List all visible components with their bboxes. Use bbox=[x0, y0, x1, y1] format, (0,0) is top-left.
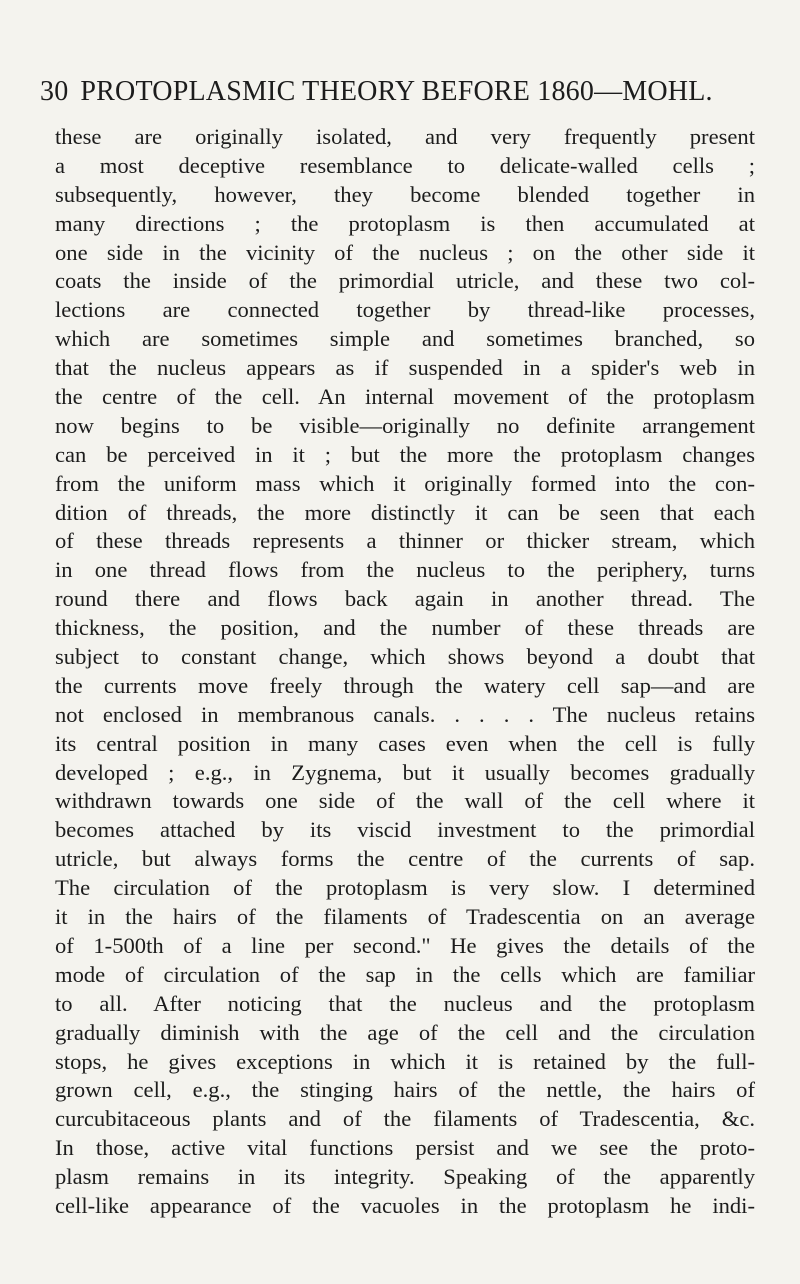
text-line: one side in the vicinity of the nucleus ; on the other side it bbox=[55, 239, 755, 265]
text-line: subsequently, however, they become blended together in bbox=[55, 181, 755, 207]
text-line: now begins to be visible—originally no definite arrangement bbox=[55, 412, 755, 438]
running-title: PROTOPLASMIC THEORY BEFORE 1860—MOHL. bbox=[80, 76, 713, 107]
text-line: in one thread flows from the nucleus to the periphery, turns bbox=[55, 557, 755, 583]
text-line: subject to constant change, which shows beyond a doubt that bbox=[55, 644, 755, 670]
text-line: the centre of the cell. An internal movement of the protoplasm bbox=[55, 384, 755, 410]
text-line: utricle, but always forms the centre of the currents of sap. bbox=[55, 846, 755, 872]
text-line: these are originally isolated, and very frequently present bbox=[55, 124, 755, 149]
text-line: not enclosed in membranous canals. . . . . The nucleus retains bbox=[55, 701, 755, 727]
text-line: which are sometimes simple and sometimes branched, so bbox=[55, 326, 755, 352]
text-line: gradually diminish with the age of the cell and the circulation bbox=[55, 1019, 755, 1045]
text-line: becomes attached by its viscid investment to the primordial bbox=[55, 817, 755, 843]
text-line: thickness, the position, and the number of these threads are bbox=[55, 615, 755, 641]
text-line: a most deceptive resemblance to delicate-walled cells ; bbox=[55, 152, 755, 178]
running-head bbox=[40, 74, 740, 110]
text-line: plasm remains in its integrity. Speaking of the apparently bbox=[55, 1164, 755, 1190]
text-line: curcubitaceous plants and of the filaments of Tradescentia, &c. bbox=[55, 1106, 755, 1132]
text-line: lections are connected together by thread-like processes, bbox=[55, 297, 755, 323]
text-line: of 1-500th of a line per second." He gives the details of the bbox=[55, 932, 755, 958]
text-line: the currents move freely through the watery cell sap—and are bbox=[55, 672, 755, 698]
page-number: 30 bbox=[40, 76, 69, 107]
body-text bbox=[55, 123, 755, 1221]
text-line: that the nucleus appears as if suspended in a spider's web in bbox=[55, 355, 755, 381]
text-line: In those, active vital functions persist and we see the proto- bbox=[55, 1135, 755, 1161]
text-line: round there and flows back again in another thread. The bbox=[55, 586, 755, 612]
text-line: The circulation of the protoplasm is very slow. I determined bbox=[55, 875, 755, 901]
text-line: grown cell, e.g., the stinging hairs of the nettle, the hairs of bbox=[55, 1077, 755, 1103]
text-line: from the uniform mass which it originally formed into the con- bbox=[55, 470, 755, 496]
text-line: coats the inside of the primordial utricle, and these two col- bbox=[55, 268, 755, 294]
text-line: can be perceived in it ; but the more the protoplasm changes bbox=[55, 441, 755, 467]
text-line: it in the hairs of the filaments of Tradescentia on an average bbox=[55, 904, 755, 930]
text-line: cell-like appearance of the vacuoles in the protoplasm he indi- bbox=[55, 1192, 755, 1218]
text-line: developed ; e.g., in Zygnema, but it usually becomes gradually bbox=[55, 759, 755, 785]
text-line: mode of circulation of the sap in the cells which are familiar bbox=[55, 961, 755, 987]
text-line: its central position in many cases even when the cell is fully bbox=[55, 730, 755, 756]
text-line: dition of threads, the more distinctly it can be seen that each bbox=[55, 499, 755, 525]
text-line: withdrawn towards one side of the wall of the cell where it bbox=[55, 788, 755, 814]
text-line: of these threads represents a thinner or thicker stream, which bbox=[55, 528, 755, 554]
text-line: stops, he gives exceptions in which it is retained by the full- bbox=[55, 1048, 755, 1074]
text-line: to all. After noticing that the nucleus and the protoplasm bbox=[55, 990, 755, 1016]
text-line: many directions ; the protoplasm is then accumulated at bbox=[55, 210, 755, 236]
